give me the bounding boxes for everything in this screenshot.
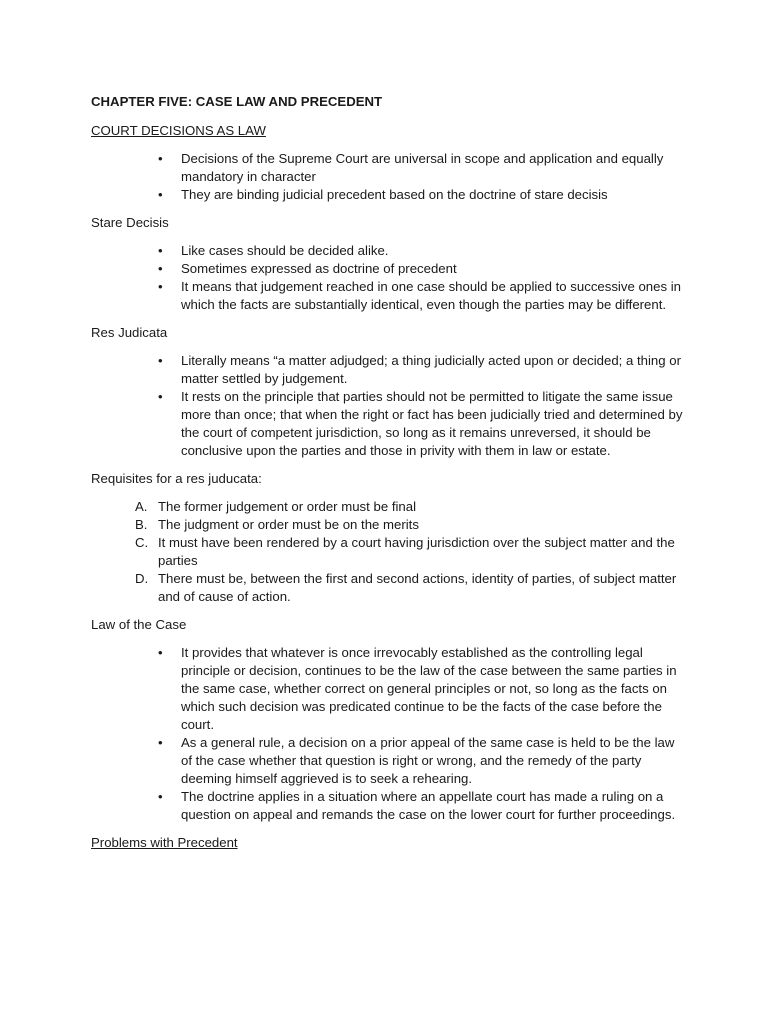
list-item-text: It must have been rendered by a court having jurisdiction over the subject matter and the parties — [158, 535, 675, 568]
bullet-icon: • — [158, 151, 163, 166]
section-heading-requisites: Requisites for a res juducata: — [91, 471, 262, 486]
list-item-text: The former judgement or order must be final — [158, 499, 417, 514]
chapter-title: CHAPTER FIVE: CASE LAW AND PRECEDENT — [91, 94, 383, 109]
list-item — [91, 788, 708, 824]
list-item-text: There must be, between the first and second actions, identity of parties, of subject matter and of cause of action. — [158, 571, 677, 604]
section-heading-law-of-the-case: Law of the Case — [91, 617, 187, 632]
bullet-list-court-decisions — [91, 150, 708, 204]
list-item-text: Like cases should be decided alike. — [181, 243, 389, 258]
list-item-text: They are binding judicial precedent based on the doctrine of stare decisis — [181, 187, 608, 202]
list-item — [91, 644, 708, 734]
list-item-text: It means that judgement reached in one case should be applied to successive ones in which the facts are substantially identical, even though the parties may be different. — [181, 279, 681, 312]
list-marker: C. — [135, 535, 149, 550]
section-heading-stare-decisis: Stare Decisis — [91, 215, 169, 230]
list-item — [91, 186, 708, 204]
bullet-icon: • — [158, 389, 163, 404]
bullet-icon: • — [158, 279, 163, 294]
list-item — [91, 352, 708, 388]
list-item — [91, 242, 708, 260]
list-item — [91, 278, 708, 314]
bullet-icon: • — [158, 353, 163, 368]
list-item — [91, 150, 708, 186]
bullet-icon: • — [158, 261, 163, 276]
bullet-list-law-of-the-case — [91, 644, 708, 824]
list-item — [91, 734, 708, 788]
list-item-text: As a general rule, a decision on a prior appeal of the same case is held to be the law of the case whether that question is right or wrong, and the remedy of the party deeming himself aggrieved is to seek a rehearing. — [181, 735, 675, 786]
section-heading-problems-with-precedent: Problems with Precedent — [91, 835, 238, 850]
list-item-text: It provides that whatever is once irrevocably established as the controlling legal principle or decision, continues to be the law of the case between the same parties in the same case, whether correct on general principles or not, so long as the facts on which such decision was predicated continue to be the facts of the case before the court. — [181, 645, 677, 732]
list-marker: D. — [135, 571, 149, 586]
bullet-icon: • — [158, 789, 163, 804]
bullet-icon: • — [158, 187, 163, 202]
bullet-icon: • — [158, 243, 163, 258]
list-item-text: Literally means “a matter adjudged; a thing judicially acted upon or decided; a thing or matter settled by judgement. — [181, 353, 681, 386]
list-item — [91, 534, 708, 570]
list-item — [91, 516, 708, 534]
list-item — [91, 498, 708, 516]
section-heading-res-judicata: Res Judicata — [91, 325, 168, 340]
list-item — [91, 388, 708, 460]
lettered-list-requisites — [91, 498, 708, 606]
list-marker: B. — [135, 517, 148, 532]
list-item-text: Decisions of the Supreme Court are universal in scope and application and equally mandatory in character — [181, 151, 664, 184]
section-heading-court-decisions: COURT DECISIONS AS LAW — [91, 123, 266, 138]
list-item-text: The judgment or order must be on the merits — [158, 517, 419, 532]
list-item-text: The doctrine applies in a situation where an appellate court has made a ruling on a question on appeal and remands the case on the lower court for further proceedings. — [181, 789, 676, 822]
list-marker: A. — [135, 499, 148, 514]
bullet-list-res-judicata — [91, 352, 708, 460]
bullet-list-stare-decisis — [91, 242, 708, 314]
list-item — [91, 570, 708, 606]
list-item — [91, 260, 708, 278]
list-item-text: It rests on the principle that parties should not be permitted to litigate the same issue more than once; that when the right or fact has been judicially tried and determined by the court of competent jurisdiction, so long as it remains unreversed, it should be conclusive upon the parties and those in privity with them in law or estate. — [181, 389, 683, 458]
bullet-icon: • — [158, 645, 163, 660]
list-item-text: Sometimes expressed as doctrine of precedent — [181, 261, 457, 276]
bullet-icon: • — [158, 735, 163, 750]
